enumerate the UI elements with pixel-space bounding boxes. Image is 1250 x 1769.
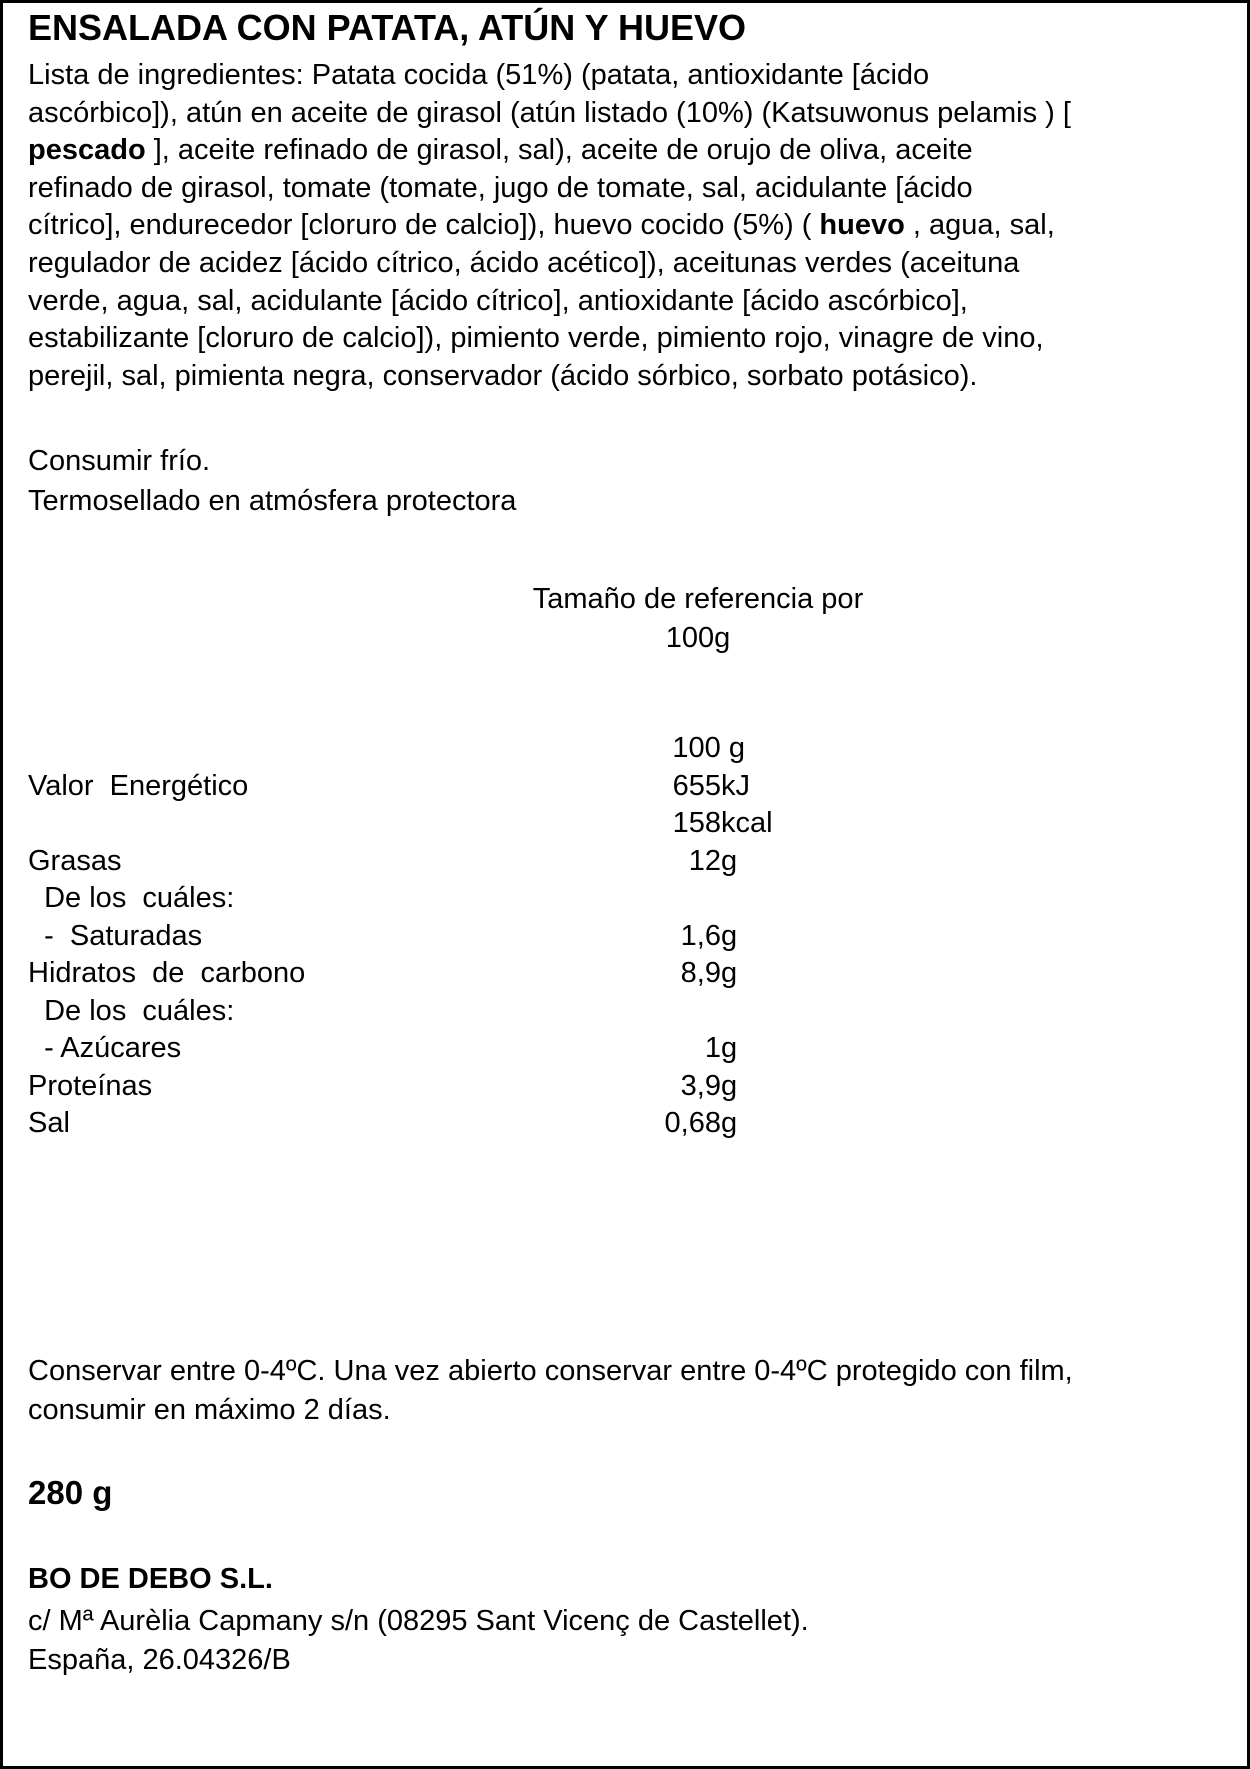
nutrition-row bbox=[3, 918, 1250, 956]
ingredients-line bbox=[28, 320, 1218, 358]
allergen-highlight: pescado bbox=[28, 134, 146, 167]
nutrient-unit: g bbox=[721, 957, 738, 989]
ingredients-list bbox=[28, 57, 1218, 395]
nutrition-row bbox=[3, 1068, 1250, 1106]
nutrient-value: 3,9 bbox=[680, 1069, 721, 1102]
consume-instruction: Consumir frío. bbox=[28, 445, 211, 477]
ingredients-line bbox=[28, 95, 1218, 133]
nutrition-row bbox=[3, 768, 1250, 806]
nutrient-unit: kcal bbox=[721, 807, 773, 839]
nutrition-column-header: 100 g bbox=[672, 732, 745, 764]
nutrient-unit: g bbox=[721, 1107, 738, 1139]
reference-line-2: 100g bbox=[665, 622, 731, 654]
nutrient-unit: g bbox=[721, 1069, 738, 1102]
ingredient-text: perejil, sal, pimienta negra, conservador (ácido sórbico, sorbato potásico). bbox=[28, 359, 978, 392]
nutrient-value: 12 bbox=[688, 844, 721, 877]
ingredient-text: regulador de acidez [ácido cítrico, ácido acético]), aceitunas verdes (aceituna bbox=[28, 246, 1020, 279]
ingredients-line bbox=[28, 57, 1218, 95]
nutrient-unit: g bbox=[721, 844, 738, 877]
ingredients-line bbox=[28, 132, 1218, 170]
nutrient-unit: kJ bbox=[721, 769, 750, 802]
ingredient-text: Lista de ingredientes: Patata cocida (51%) (patata, antioxidante [ácido bbox=[28, 59, 930, 91]
nutrient-name: Sal bbox=[28, 1107, 70, 1139]
nutrition-row bbox=[3, 955, 1250, 993]
ingredient-text: refinado de girasol, tomate (tomate, jugo de tomate, sal, acidulante [ácido bbox=[28, 171, 973, 204]
manufacturer-name: BO DE DEBO S.L. bbox=[28, 1563, 273, 1595]
nutrition-row bbox=[3, 1030, 1250, 1068]
ingredients-line bbox=[28, 358, 1218, 396]
nutrient-value: 158 bbox=[672, 807, 721, 839]
manufacturer-address: c/ Mª Aurèlia Capmany s/n (08295 Sant Vicenç de Castellet). bbox=[28, 1605, 809, 1637]
ingredient-text: verde, agua, sal, acidulante [ácido cítrico], antioxidante [ácido ascórbico], bbox=[28, 284, 968, 317]
ingredients-line bbox=[28, 207, 1218, 245]
storage-instruction-line-2: consumir en máximo 2 días. bbox=[28, 1394, 391, 1426]
registry-code: España, 26.04326/B bbox=[28, 1644, 291, 1676]
reference-line-1: Tamaño de referencia por bbox=[532, 583, 864, 615]
ingredient-text: , agua, sal, bbox=[904, 209, 1055, 242]
nutrition-row bbox=[3, 843, 1250, 881]
nutrient-unit: g bbox=[721, 1032, 738, 1064]
nutrient-name: - Saturadas bbox=[28, 919, 203, 952]
nutrient-name: Grasas bbox=[28, 844, 122, 877]
storage-instruction-line-1: Conservar entre 0-4ºC. Una vez abierto conservar entre 0-4ºC protegido con film, bbox=[28, 1355, 1073, 1387]
ingredients-line bbox=[28, 283, 1218, 321]
allergen-highlight: huevo bbox=[819, 209, 905, 242]
nutrient-unit: g bbox=[721, 919, 738, 952]
nutrient-name: Proteínas bbox=[28, 1069, 153, 1102]
nutrient-name: De los cuáles: bbox=[28, 994, 235, 1027]
ingredients-line bbox=[28, 245, 1218, 283]
ingredients-line bbox=[28, 170, 1218, 208]
nutrition-reference-header bbox=[403, 580, 993, 658]
nutrition-row bbox=[3, 1105, 1250, 1143]
ingredient-text: ], aceite refinado de girasol, sal), aceite de orujo de oliva, aceite bbox=[145, 134, 973, 167]
ingredient-text: estabilizante [cloruro de calcio]), pimiento verde, pimiento rojo, vinagre de vino, bbox=[28, 322, 1044, 355]
ingredient-text: ascórbico]), atún en aceite de girasol (atún listado (10%) (Katsuwonus pelamis ) [ bbox=[28, 96, 1071, 129]
nutrient-name: Valor Energético bbox=[28, 769, 249, 802]
nutrient-value: 1 bbox=[704, 1032, 721, 1064]
nutrition-row bbox=[3, 880, 1250, 918]
nutrient-name: - Azúcares bbox=[28, 1032, 182, 1064]
nutrient-value: 8,9 bbox=[680, 957, 721, 989]
nutrient-value: 1,6 bbox=[680, 919, 721, 952]
nutrient-value: 655 bbox=[672, 769, 721, 802]
nutrition-row bbox=[3, 805, 1250, 843]
net-weight: 280 g bbox=[28, 1474, 113, 1511]
nutrition-row bbox=[3, 993, 1250, 1031]
packaging-note: Termosellado en atmósfera protectora bbox=[28, 485, 517, 517]
product-title: ENSALADA CON PATATA, ATÚN Y HUEVO bbox=[28, 7, 747, 48]
ingredient-text: cítrico], endurecedor [cloruro de calcio]), huevo cocido (5%) ( bbox=[28, 209, 820, 242]
nutrient-name: De los cuáles: bbox=[28, 882, 235, 914]
nutrient-value: 0,68 bbox=[664, 1107, 721, 1139]
nutrient-name: Hidratos de carbono bbox=[28, 957, 306, 989]
